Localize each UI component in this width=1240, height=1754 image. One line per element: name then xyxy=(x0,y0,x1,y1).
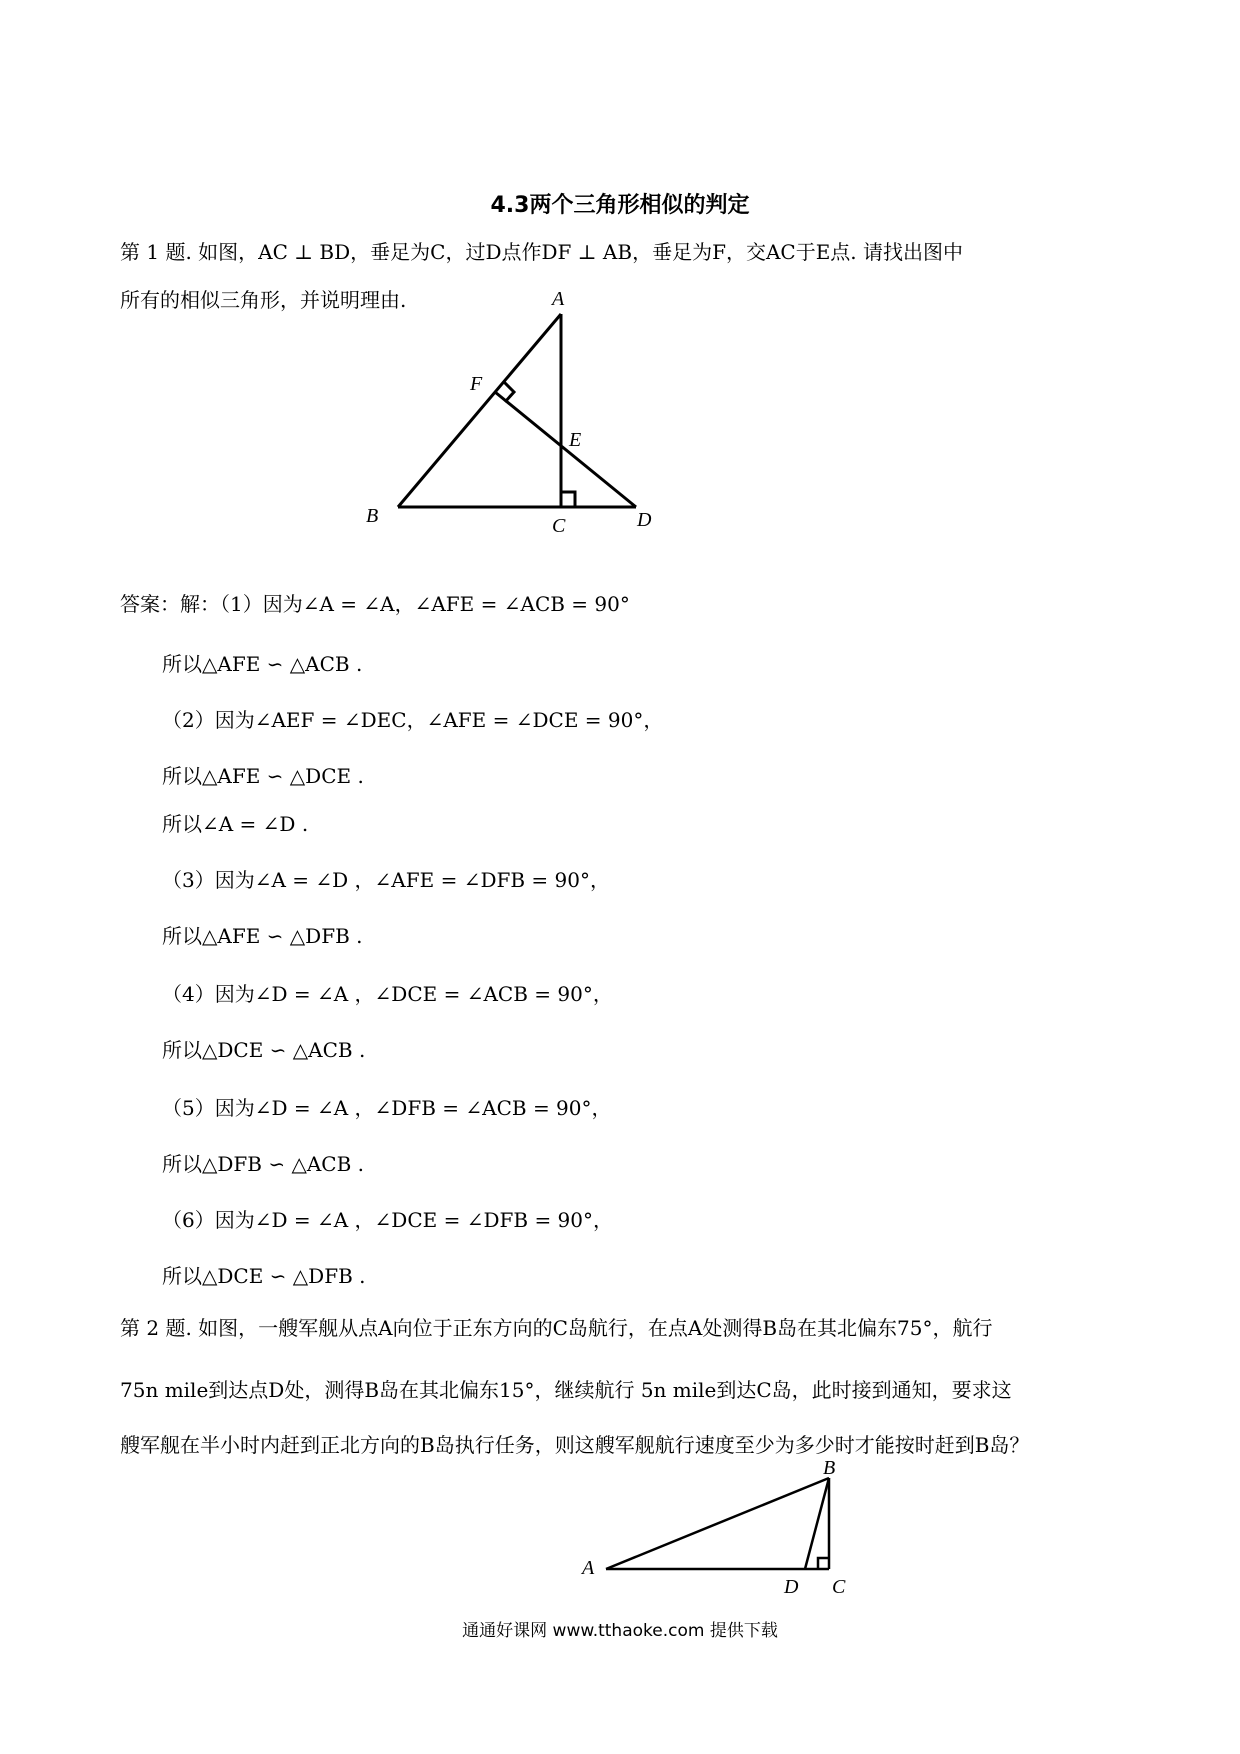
label-e: E xyxy=(569,429,582,451)
segment-df xyxy=(495,392,636,507)
label-a: A xyxy=(552,288,565,310)
label-a: A xyxy=(582,1557,595,1579)
page-title: 4.3两个三角形相似的判定 xyxy=(490,193,750,218)
q1-step-2: （2）因为∠AEF = ∠DEC，∠AFE = ∠DCE = 90°， xyxy=(162,708,664,732)
q1-step-7: （4）因为∠D = ∠A ，∠DCE = ∠ACB = 90°， xyxy=(162,982,613,1006)
q1-step-3: 所以△AFE ∽ △DCE . xyxy=(162,764,364,788)
footer-credit: 通通好课网 www.tthaoke.com 提供下载 xyxy=(462,1621,778,1641)
q1-figure xyxy=(360,280,680,540)
q1-answer-head: 答案：解：（1）因为∠A = ∠A，∠AFE = ∠ACB = 90° xyxy=(120,592,630,616)
label-d: D xyxy=(637,509,652,531)
q1-step-11: （6）因为∠D = ∠A ，∠DCE = ∠DFB = 90°， xyxy=(162,1208,614,1232)
label-c: C xyxy=(832,1576,846,1598)
q1-step-9: （5）因为∠D = ∠A ，∠DFB = ∠ACB = 90°， xyxy=(162,1096,612,1120)
q1-step-12: 所以△DCE ∽ △DFB . xyxy=(162,1264,366,1288)
q1-line-1: 第 1 题. 如图，AC ⊥ BD，垂足为C，过D点作DF ⊥ AB，垂足为F，交AC于E点. 请找出图中 xyxy=(120,240,964,264)
label-d: D xyxy=(784,1576,799,1598)
segment-ab xyxy=(398,314,561,507)
q1-step-6: 所以△AFE ∽ △DFB . xyxy=(162,924,363,948)
label-f: F xyxy=(470,373,483,395)
q2-line-2: 75n mile到达点D处，测得B岛在其北偏东15°，继续航行 5n mile到达C岛，此时接到通知，要求这 xyxy=(120,1378,1012,1402)
q2-line-1: 第 2 题. 如图，一艘军舰从点A向位于正东方向的C岛航行，在点A处测得B岛在其北偏东75°，航行 xyxy=(120,1316,993,1340)
label-c: C xyxy=(552,515,566,537)
segment-db xyxy=(805,1478,829,1569)
right-angle-c xyxy=(818,1558,829,1569)
q1-step-4: 所以∠A = ∠D . xyxy=(162,812,309,836)
label-b: B xyxy=(823,1457,836,1479)
q1-step-8: 所以△DCE ∽ △ACB . xyxy=(162,1038,366,1062)
q1-step-5: （3）因为∠A = ∠D ，∠AFE = ∠DFB = 90°， xyxy=(162,868,610,892)
q2-line-3: 艘军舰在半小时内赶到正北方向的B岛执行任务，则这艘军舰航行速度至少为多少时才能按时赶到B岛？ xyxy=(120,1433,1030,1457)
q1-step-1: 所以△AFE ∽ △ACB . xyxy=(162,652,363,676)
q1-step-10: 所以△DFB ∽ △ACB . xyxy=(162,1152,365,1176)
right-angle-c xyxy=(561,492,575,507)
q1-line-2: 所有的相似三角形，并说明理由. xyxy=(120,288,407,312)
segment-ab xyxy=(606,1478,829,1569)
q2-figure xyxy=(570,1457,870,1600)
label-b: B xyxy=(366,505,379,527)
